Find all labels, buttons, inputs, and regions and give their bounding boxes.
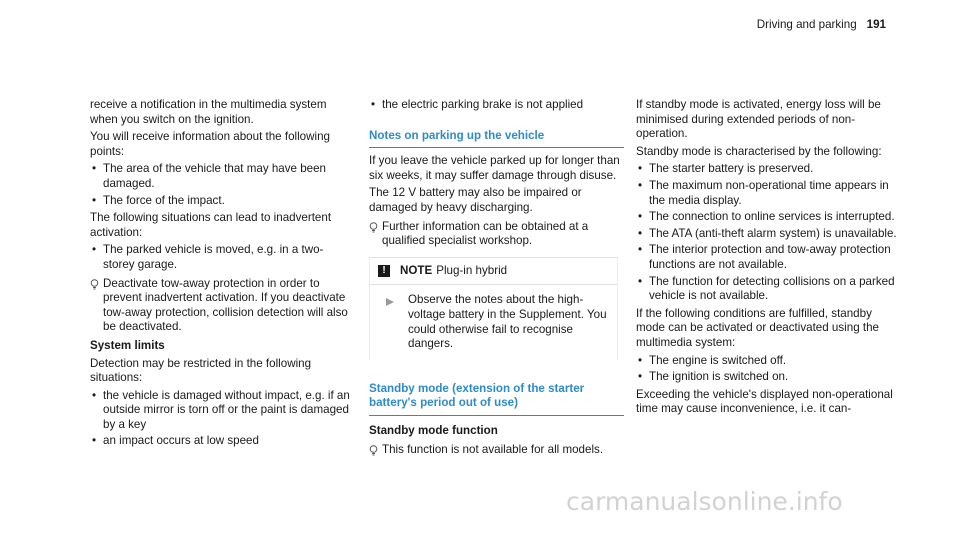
list-item: • The force of the impact. (90, 194, 352, 209)
note-subject: Plug-in hybrid (436, 263, 508, 277)
arrow-right-icon (386, 298, 394, 306)
standby-section-heading: Standby mode (extension of the starter battery's period out of use) (369, 382, 624, 416)
system-limits-heading: System limits (90, 338, 165, 352)
parking-section-heading: Notes on parking up the vehicle (369, 129, 624, 149)
note-text: Observe the notes about the high-voltage battery in the Supplement. You could otherwise fail to recognise dangers. (408, 293, 607, 351)
list-item: • The maximum non-operational time appears in the media display. (636, 179, 898, 208)
conditions-list (636, 354, 898, 385)
info-bulb-icon (369, 445, 378, 456)
info-note (369, 220, 624, 249)
info-text: This function is not available for all models. (382, 442, 604, 456)
list-item: • The parked vehicle is moved, e.g. in a two-storey garage. (90, 243, 352, 272)
watermark: carmanualsonline.info (566, 487, 843, 516)
parking-paragraph-1: If you leave the vehicle parked up for longer than six weeks, it may suffer damage through disuse. (369, 154, 620, 182)
running-head (757, 18, 886, 33)
list-item: • The engine is switched off. (636, 354, 898, 369)
list-item: • The starter battery is preserved. (636, 162, 898, 177)
note-body (370, 285, 617, 359)
list-item: • The ignition is switched on. (636, 370, 898, 385)
list-item: • The interior protection and tow-away protection functions are not available. (636, 243, 898, 272)
points-list (90, 162, 352, 208)
note-header (370, 258, 617, 286)
column-right (636, 98, 898, 420)
section-name: Driving and parking (756, 18, 857, 31)
standby-paragraph-2: Standby mode is characterised by the following: (636, 144, 882, 158)
function-heading: Standby mode function (369, 423, 498, 437)
list-item: • The connection to online services is interrupted. (636, 210, 898, 225)
standby-paragraph-1: If standby mode is activated, energy loss will be minimised during extended periods of non-operation. (636, 98, 881, 141)
note-box (369, 257, 618, 360)
limits-list (90, 389, 352, 449)
list-item: • an impact occurs at low speed (90, 434, 352, 449)
page-number: 191 (866, 18, 886, 31)
list-item: • The function for detecting collisions on a parked vehicle is not available. (636, 275, 898, 304)
info-bulb-icon (90, 279, 99, 290)
list-item: • The area of the vehicle that may have been damaged. (90, 162, 352, 191)
info-bulb-icon (369, 222, 378, 233)
limits-list-continued (369, 98, 624, 113)
standby-paragraph-3: If the following conditions are fulfilled, standby mode can be activated or deactivated using the multimedia system: (636, 306, 879, 349)
column-left (90, 98, 352, 452)
list-item: • the vehicle is damaged without impact, e.g. if an outside mirror is torn off or the paint is damaged by a key (90, 389, 352, 433)
intro-paragraph-2: You will receive information about the following points: (90, 130, 330, 158)
info-text: Deactivate tow-away protection in order to prevent inadvertent activation. If you deactivate tow-away protection, collision detection will also be deactivated. (103, 276, 348, 334)
info-note (90, 277, 352, 335)
intro-paragraph-1: receive a notification in the multimedia system when you switch on the ignition. (90, 98, 327, 126)
column-middle (369, 98, 624, 461)
situations-list (90, 243, 352, 272)
standby-paragraph-4: Exceeding the vehicle's displayed non-operational time may cause inconvenience, i.e. it can- (636, 387, 893, 416)
features-list (636, 162, 898, 303)
list-item: • the electric parking brake is not applied (369, 98, 624, 113)
note-label: NOTE (400, 263, 433, 277)
info-note (369, 443, 624, 458)
list-item: • The ATA (anti-theft alarm system) is unavailable. (636, 227, 898, 242)
warning-badge-icon: ! (378, 265, 390, 277)
limits-intro: Detection may be restricted in the following situations: (90, 356, 312, 385)
situations-intro: The following situations can lead to inadvertent activation: (90, 211, 332, 239)
info-text: Further information can be obtained at a qualified specialist workshop. (382, 219, 589, 248)
parking-paragraph-2: The 12 V battery may also be impaired or damaged by heavy discharging. (369, 186, 582, 214)
